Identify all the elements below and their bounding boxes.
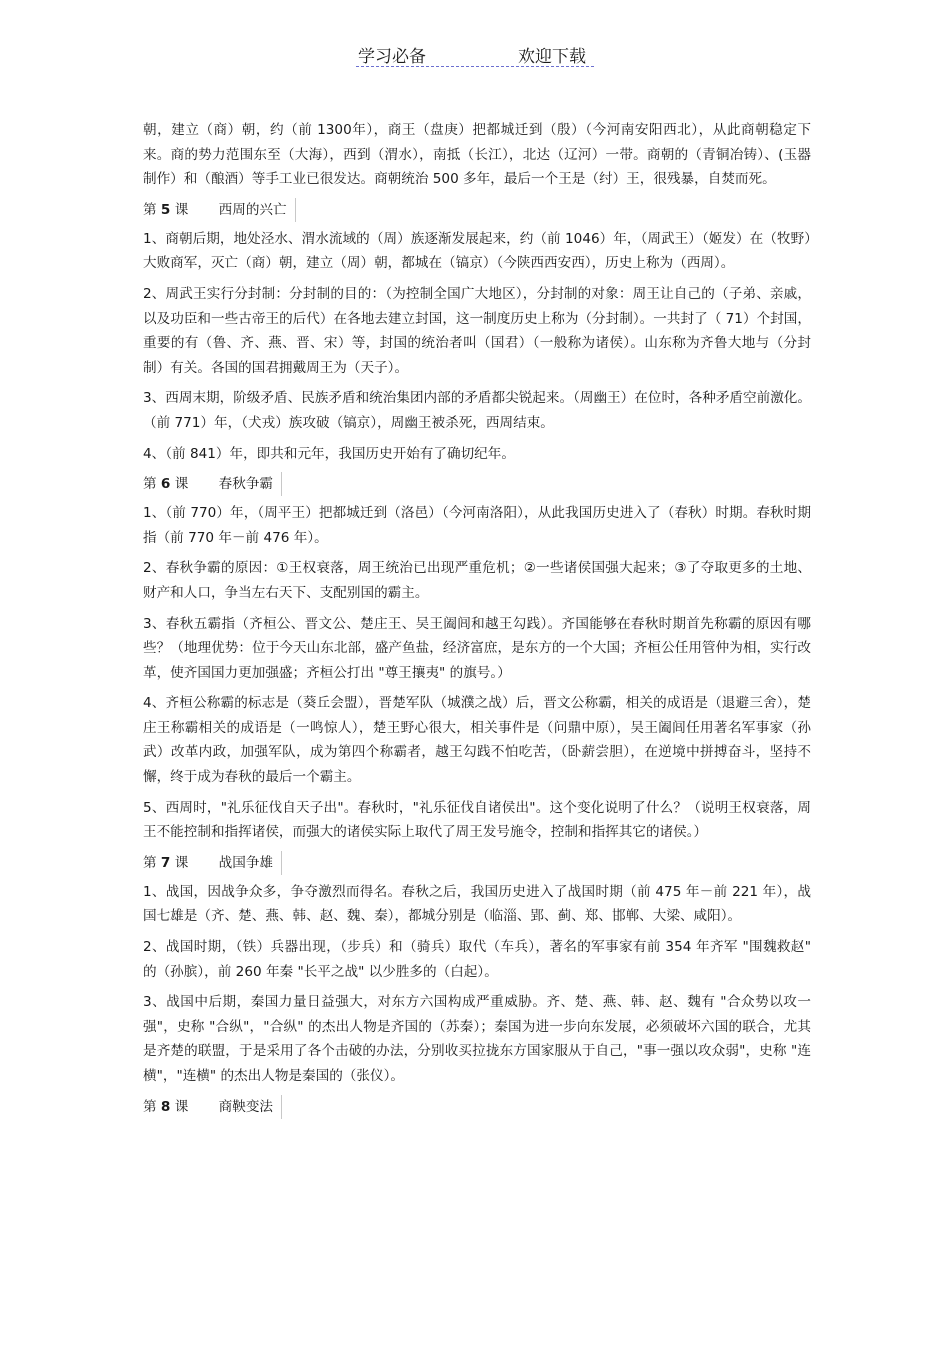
lesson-suffix: 课 xyxy=(174,854,189,871)
paragraph: 2、战国时期，（铁）兵器出现，（步兵）和（骑兵）取代（车兵），著名的军事家有前 354 年齐军 "围魏救赵" 的（孙膑），前 260 年秦 "长平之战" 以少胜多的（白起）。 xyxy=(143,939,811,980)
lesson-title: 春秋争霸 xyxy=(219,472,282,496)
lesson-heading xyxy=(143,1095,811,1119)
lesson-title: 西周的兴亡 xyxy=(219,198,296,222)
lesson-prefix: 第 xyxy=(143,201,157,218)
header-right-text: 欢迎下载 xyxy=(518,47,586,67)
header-left-text: 学习必备 xyxy=(358,47,426,67)
lesson-number: 5 xyxy=(160,201,171,218)
paragraph: 1、商朝后期，地处泾水、渭水流域的（周）族逐渐发展起来，约（前 1046）年，（周武王）（姬发）在（牧野）大败商军，灭亡（商）朝，建立（周）朝，都城在（镐京）（今陕西西安西），历史上称为（西周）。 xyxy=(143,230,811,272)
paragraph: 4、齐桓公称霸的标志是（葵丘会盟），晋楚军队（城濮之战）后，晋文公称霸，相关的成语是（退避三舍），楚庄王称霸相关的成语是（一鸣惊人），楚王野心很大，相关事件是（问鼎中原），吴王阖闾任用著名军事家（孙武）改革内政，加强军队，成为第四个称霸者，越王勾践不怕吃苦，（卧薪尝胆），在逆境中拼搏奋斗，坚持不懈，终于成为春秋的最后一个霸主。 xyxy=(143,695,811,786)
paragraph: 3、西周末期，阶级矛盾、民族矛盾和统治集团内部的矛盾都尖锐起来。（周幽王）在位时，各种矛盾空前激化。（前 771）年，（犬戎）族攻破（镐京），周幽王被杀死，西周结束。 xyxy=(143,390,811,431)
paragraph: 1、（前 770）年，（周平王）把都城迁到（洛邑）（今河南洛阳），从此我国历史进入了（春秋）时期。春秋时期指（前 770 年－前 476 年）。 xyxy=(143,505,811,546)
paragraph: 5、西周时，"礼乐征伐自天子出"。春秋时，"礼乐征伐自诸侯出"。这个变化说明了什么？（说明王权衰落，周王不能控制和指挥诸侯，而强大的诸侯实际上取代了周王发号施令，控制和指挥其它的诸侯。） xyxy=(143,799,811,841)
lesson-number: 6 xyxy=(160,476,171,493)
lesson-prefix: 第 xyxy=(143,854,157,871)
lesson-prefix: 第 xyxy=(143,1098,157,1115)
lesson-number: 7 xyxy=(160,854,171,871)
paragraph: 1、战国，因战争众多，争夺激烈而得名。春秋之后，我国历史进入了战国时期（前 475 年－前 221 年），战国七雄是（齐、楚、燕、韩、赵、魏、秦），都城分别是（临淄、郢、蓟、郑、邯郸、大梁、咸阳）。 xyxy=(143,883,811,925)
lesson-suffix: 课 xyxy=(174,476,189,493)
lesson-heading xyxy=(143,472,811,496)
paragraph: 3、战国中后期，秦国力量日益强大，对东方六国构成严重威胁。齐、楚、燕、韩、赵、魏有 "合众势以攻一强"，史称 "合纵"，"合纵" 的杰出人物是齐国的（苏秦）；秦国为进一步向东发展，必须破坏六国的联合，尤其是齐楚的联盟，于是采用了各个击破的办法，分别收买拉拢东方国家服从于自己，"事一强以攻众弱"，史称 "连横"，"连横" 的杰出人物是秦国的（张仪）。 xyxy=(143,994,811,1084)
lesson-suffix: 课 xyxy=(174,1098,189,1115)
lesson-title: 战国争雄 xyxy=(219,851,282,875)
paragraph: 2、春秋争霸的原因：①王权衰落，周王统治已出现严重危机；②一些诸侯国强大起来；③了夺取更多的土地、财产和人口，争当左右天下、支配别国的霸主。 xyxy=(143,560,811,601)
lesson-heading xyxy=(143,198,811,222)
lesson-number: 8 xyxy=(160,1098,171,1115)
lesson-title: 商鞅变法 xyxy=(219,1095,282,1119)
lesson-prefix: 第 xyxy=(143,476,157,493)
paragraph: 4、（前 841）年，即共和元年，我国历史开始有了确切纪年。 xyxy=(143,445,515,462)
lesson-suffix: 课 xyxy=(174,201,189,218)
paragraph: 3、春秋五霸指（齐桓公、晋文公、楚庄王、吴王阖闾和越王勾践）。齐国能够在春秋时期首先称霸的原因有哪些？（地理优势：位于今天山东北部，盛产鱼盐，经济富庶，是东方的一个大国；齐桓公任用管仲为相，实行改革，使齐国国力更加强盛；齐桓公打出 "尊王攘夷" 的旗号。） xyxy=(143,615,811,681)
paragraph: 2、周武王实行分封制：分封制的目的：（为控制全国广大地区），分封制的对象：周王让自己的（子弟、亲戚，以及功臣和一些古帝王的后代）在各地去建立封国，这一制度历史上称为（分封制）。一共封了（ 71）个封国，重要的有（鲁、齐、燕、晋、宋）等，封国的统治者叫（国君）（一般称为诸侯）。山东称为齐鲁大地与（分封制）有关。各国的国君拥戴周王为（天子）。 xyxy=(143,285,811,376)
document-body xyxy=(143,118,811,1124)
paragraph: 朝，建立（商）朝，约（前 1300年），商王（盘庚）把都城迁到（殷）（今河南安阳西北），从此商朝稳定下来。商的势力范围东至（大海），西到（渭水），南抵（长江），北达（辽河）一带。商朝的（青铜冶铸）、(玉器制作）和（酿酒）等手工业已很发达。商朝统治 500 多年，最后一个王是（纣）王，很残暴，自焚而死。 xyxy=(143,122,811,188)
page-header xyxy=(356,40,594,67)
lesson-heading xyxy=(143,851,811,875)
